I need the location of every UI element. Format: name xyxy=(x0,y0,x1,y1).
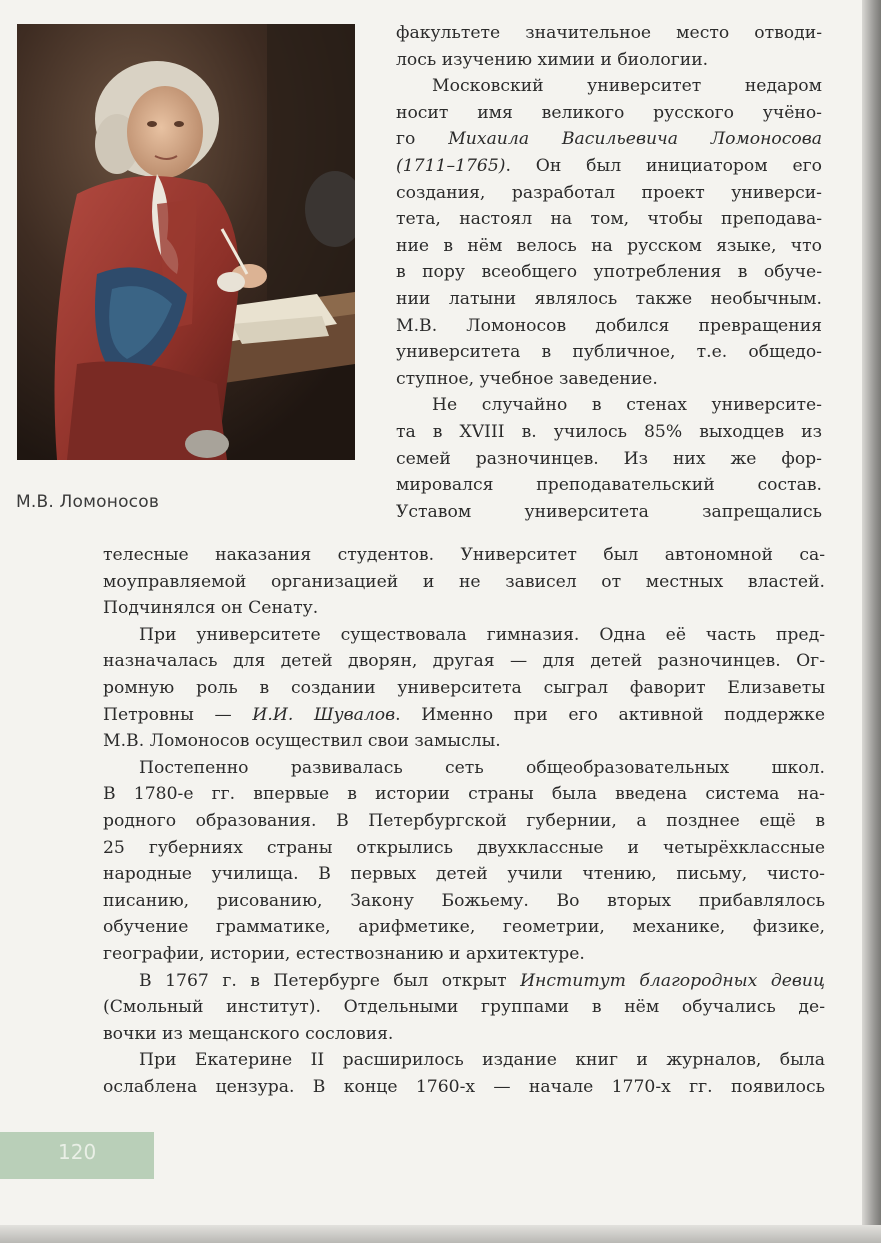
text-line: лось изучению химии и биологии. xyxy=(396,49,709,70)
text-segment: . Он был инициатором его xyxy=(505,155,822,176)
text-line: моуправляемой организацией и не зависел от местных властей. xyxy=(103,571,825,592)
italic-term: Михаила Васильевича Ломоносова xyxy=(448,129,822,150)
text-segment: В 1767 г. в Петербурге был открыт xyxy=(139,970,521,991)
text-line: В 1780-е гг. впервые в истории страны была введена система на- xyxy=(103,784,825,805)
italic-term: Институт благородных девиц xyxy=(520,970,825,991)
text-line: создания, разработал проект универси- xyxy=(396,182,822,203)
text-line xyxy=(103,968,825,995)
text-line: носит имя великого русского учёно- xyxy=(396,102,822,123)
scan-bottom-edge xyxy=(0,1225,881,1243)
italic-term: (1711–1765) xyxy=(396,155,506,176)
italic-term: И.И. Шувалов xyxy=(252,704,396,725)
text-line: родного образования. В Петербургской губернии, а позднее ещё в xyxy=(103,810,825,831)
page-number: 120 xyxy=(58,1140,97,1164)
full-width-text xyxy=(103,542,825,1100)
text-line: университета в публичное, т.е. общедо- xyxy=(396,342,822,363)
text-line: (Смольный институт). Отдельными группами в нём обучались де- xyxy=(103,997,825,1018)
text-line: та в XVIII в. училось 85% выходцев из xyxy=(396,421,822,442)
text-line: Московский университет недаром xyxy=(432,76,822,97)
text-line: факультете значительное место отводи- xyxy=(396,23,822,43)
text-line: вочки из мещанского сословия. xyxy=(103,1023,394,1044)
text-line: При университете существовала гимназия. Одна её часть пред- xyxy=(139,624,825,645)
text-line: нии латыни являлось также необычным. xyxy=(396,288,822,309)
text-line: Подчинялся он Сенату. xyxy=(103,598,319,619)
text-line: Постепенно развивалась сеть общеобразовательных школ. xyxy=(139,757,825,778)
text-line: писанию, рисованию, Закону Божьему. Во вторых прибавлялось xyxy=(103,890,825,911)
text-line: в пору всеобщего употребления в обуче- xyxy=(396,262,822,283)
text-line xyxy=(396,126,822,153)
text-line: Уставом университета запрещались xyxy=(396,501,822,522)
text-line: мировался преподавательский состав. xyxy=(396,475,822,496)
text-line: ступное, учебное заведение. xyxy=(396,368,658,389)
text-line xyxy=(396,153,822,180)
text-line: Не случайно в стенах университе- xyxy=(432,395,822,416)
right-column-text xyxy=(396,20,822,525)
text-line xyxy=(103,702,825,729)
text-line: М.В. Ломоносов добился превращения xyxy=(396,315,822,336)
text-segment: Петровны — xyxy=(103,704,253,725)
book-gutter-shadow xyxy=(862,0,881,1243)
text-line: ние в нём велось на русском языке, что xyxy=(396,235,822,256)
text-line: М.В. Ломоносов осуществил свои замыслы. xyxy=(103,731,501,752)
figure-caption: М.В. Ломоносов xyxy=(16,492,160,512)
lomonosov-portrait xyxy=(17,24,355,460)
text-segment: го xyxy=(396,129,449,150)
text-line: ромную роль в создании университета сыграл фаворит Елизаветы xyxy=(103,677,825,698)
text-line: семей разночинцев. Из них же фор- xyxy=(396,448,822,469)
text-line: При Екатерине II расширилось издание книг и журналов, была xyxy=(139,1050,825,1071)
text-line: народные училища. В первых детей учили чтению, письму, чисто- xyxy=(103,864,825,885)
text-line: обучение грамматике, арифметике, геометрии, механике, физике, xyxy=(103,917,825,938)
text-segment: . Именно при его активной поддержке xyxy=(395,704,826,725)
text-line: назначалась для детей дворян, другая — для детей разночинцев. Ог- xyxy=(103,651,825,672)
text-line: географии, истории, естествознанию и архитектуре. xyxy=(103,943,585,964)
text-line: 25 губерниях страны открылись двухклассные и четырёхклассные xyxy=(103,837,825,858)
text-line: тета, настоял на том, чтобы преподава- xyxy=(396,209,822,230)
portrait-painting xyxy=(17,24,355,460)
text-line: телесные наказания студентов. Университет был автономной са- xyxy=(103,545,825,565)
text-line: ослаблена цензура. В конце 1760-х — начале 1770-х гг. появилось xyxy=(103,1076,825,1097)
